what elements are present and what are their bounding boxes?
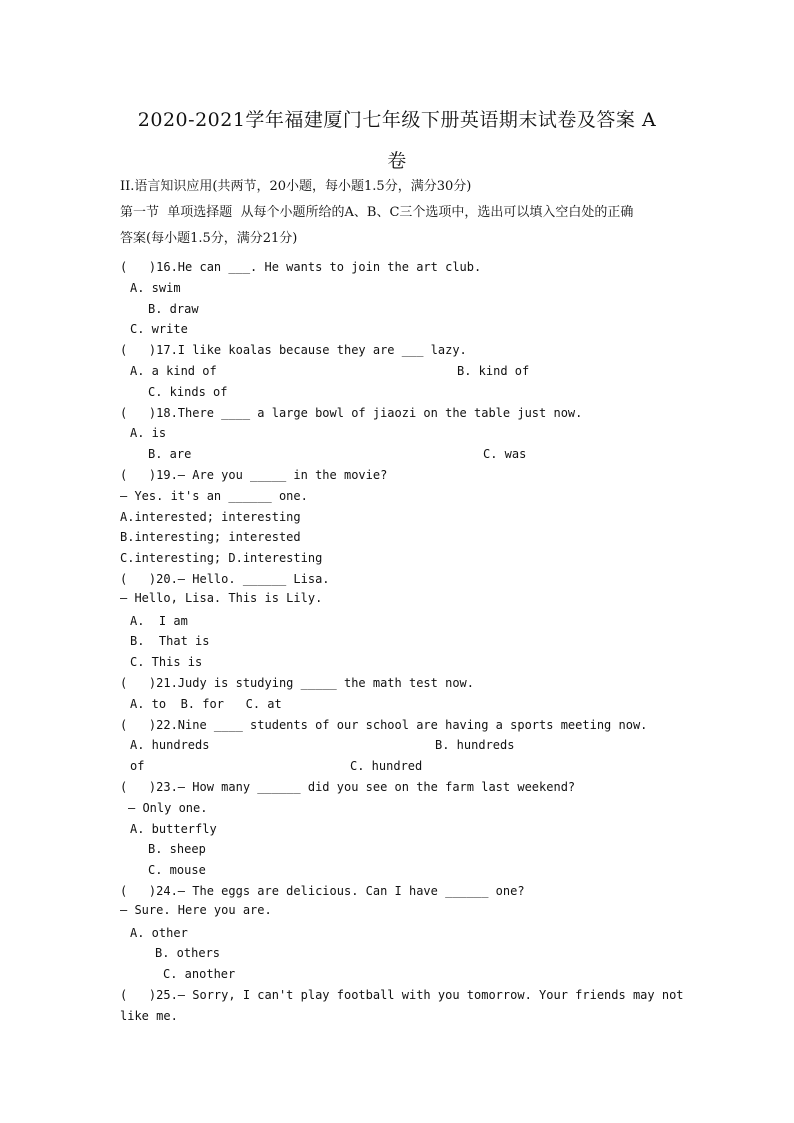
question-18-stem: ( )18.There ____ a large bowl of jiaozi on the table just now. xyxy=(120,406,583,420)
document-title-line-2: 卷 xyxy=(387,150,407,172)
question-19-stem: ( )19.— Are you _____ in the movie? xyxy=(120,468,388,482)
question-16-option-b: B. draw xyxy=(148,302,199,316)
question-23-option-c: C. mouse xyxy=(148,863,206,877)
question-24-dialog: — Sure. Here you are. xyxy=(120,903,272,917)
question-20-option-a: A. I am xyxy=(130,614,188,628)
question-17-option-a: A. a kind of xyxy=(130,364,217,378)
question-24-stem: ( )24.— The eggs are delicious. Can I have ______ one? xyxy=(120,884,525,898)
question-22-option-b-continued: of xyxy=(130,759,145,773)
question-19-option-b: B.interesting; interested xyxy=(120,530,301,544)
question-20-option-c: C. This is xyxy=(130,655,203,669)
question-17-stem: ( )17.I like koalas because they are ___ lazy. xyxy=(120,343,467,357)
question-16-option-c: C. write xyxy=(130,322,188,336)
document-title-line-1: 2020-2021学年福建厦门七年级下册英语期末试卷及答案 A xyxy=(137,109,657,131)
question-22-option-c: C. hundred xyxy=(350,759,423,773)
question-24-option-c: C. another xyxy=(163,967,236,981)
question-18-option-c: C. was xyxy=(483,447,527,461)
question-21-stem: ( )21.Judy is studying _____ the math test now. xyxy=(120,676,475,690)
question-17-option-b: B. kind of xyxy=(457,364,530,378)
question-24-option-b: B. others xyxy=(155,946,221,960)
question-19-option-c: C.interesting; D.interesting xyxy=(120,551,323,565)
section-intro-line-2: 答案(每小题1.5分，满分21分) xyxy=(120,231,298,246)
question-25-stem-line-1: ( )25.— Sorry, I can't play football with you tomorrow. Your friends may not xyxy=(120,988,684,1002)
question-18-option-a: A. is xyxy=(130,426,167,440)
question-24-option-a: A. other xyxy=(130,926,188,940)
question-20-stem: ( )20.— Hello. ______ Lisa. xyxy=(120,572,330,586)
question-20-option-b: B. That is xyxy=(130,634,210,648)
question-17-option-c: C. kinds of xyxy=(148,385,228,399)
question-19-option-a: A.interested; interesting xyxy=(120,510,301,524)
question-16-stem: ( )16.He can ___. He wants to join the art club. xyxy=(120,260,482,274)
section-header: II.语言知识应用(共两节，20小题，每小题1.5分，满分30分) xyxy=(120,179,472,194)
question-22-option-a: A. hundreds xyxy=(130,738,210,752)
question-23-stem: ( )23.— How many ______ did you see on the farm last weekend? xyxy=(120,780,576,794)
question-23-option-a: A. butterfly xyxy=(130,822,217,836)
question-22-option-b: B. hundreds xyxy=(435,738,515,752)
question-21-options: A. to B. for C. at xyxy=(130,697,282,711)
question-23-dialog: — Only one. xyxy=(128,801,208,815)
question-18-option-b: B. are xyxy=(148,447,192,461)
question-23-option-b: B. sheep xyxy=(148,842,206,856)
question-25-stem-line-2: like me. xyxy=(120,1009,178,1023)
question-19-dialog: — Yes. it's an ______ one. xyxy=(120,489,308,503)
question-16-option-a: A. swim xyxy=(130,281,181,295)
question-20-dialog: — Hello, Lisa. This is Lily. xyxy=(120,591,323,605)
question-22-stem: ( )22.Nine ____ students of our school are having a sports meeting now. xyxy=(120,718,648,732)
section-intro-line-1: 第一节 单项选择题 从每个小题所给的A、B、C三个选项中，选出可以填入空白处的正确 xyxy=(120,205,634,220)
